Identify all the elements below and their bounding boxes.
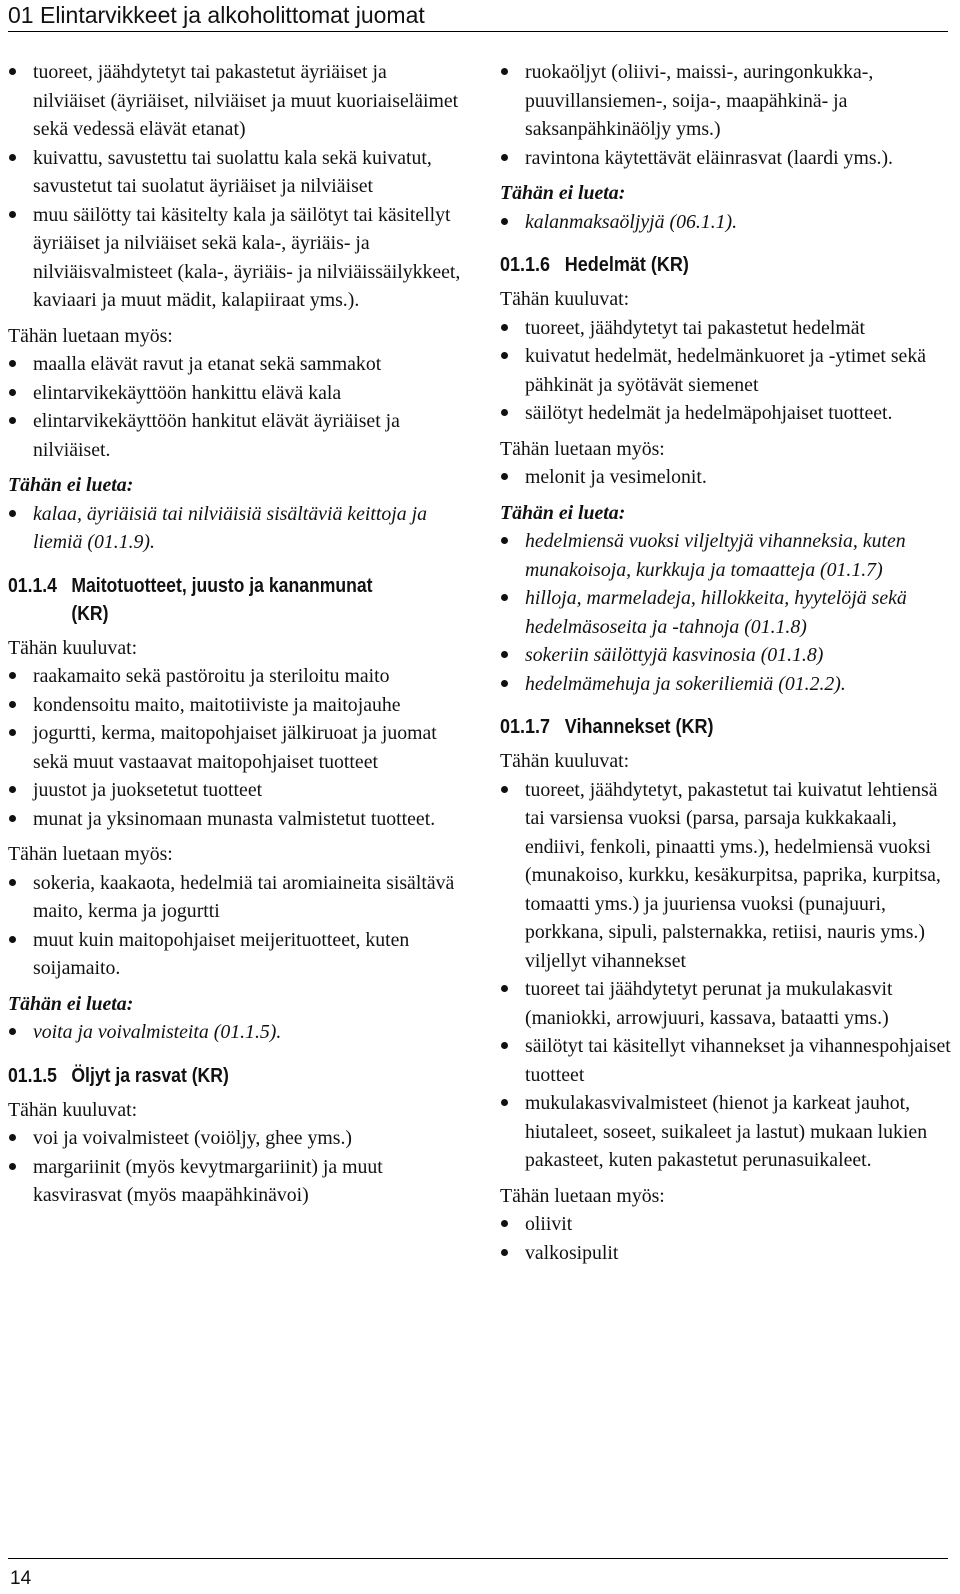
- fruit-not-list: [500, 527, 952, 698]
- section-title: Maitotuotteet, juusto ja kananmunat (KR): [71, 574, 373, 625]
- list-item: raakamaito sekä pastöroitu ja steriloitu maito: [8, 662, 463, 691]
- list-item: margariinit (myös kevytmargariinit) ja muut kasvirasvat (myös maapähkinävoi): [8, 1153, 463, 1210]
- list-item: kalanmaksaöljyjä (06.1.1).: [500, 208, 952, 237]
- list-item: sokeria, kaakaota, hedelmiä tai aromiaineita sisältävä maito, kerma ja jogurtti: [8, 869, 463, 926]
- list-item: kondensoitu maito, maitotiiviste ja maitojauhe: [8, 691, 463, 720]
- section-heading-oils: [8, 1062, 408, 1090]
- left-column: [8, 58, 463, 1210]
- list-item: tuoreet, jäähdytetyt tai pakastetut äyriäiset ja nilviäiset (äyriäiset, nilviäiset ja muut kuoriaiseläimet sekä vedessä elävät etanat): [8, 58, 463, 144]
- fruit-also-label: Tähän luetaan myös:: [500, 437, 665, 460]
- list-item: säilötyt hedelmät ja hedelmäpohjaiset tuotteet.: [500, 399, 952, 428]
- section-number: 01.1.7: [500, 716, 551, 738]
- list-item: mukulakasvivalmisteet (hienot ja karkeat jauhot, hiutaleet, soseet, suikaleet ja lastut) mukaan lukien pakasteet, kuten pakastetut perunasuikaleet.: [500, 1089, 952, 1175]
- list-item: kuivattu, savustettu tai suolattu kala sekä kuivatut, savustetut tai suolatut äyriäiset ja nilviäiset: [8, 144, 463, 201]
- fish-also-list: [8, 350, 463, 464]
- fish-items-list: [8, 58, 463, 315]
- list-item: hilloja, marmeladeja, hillokkeita, hyytelöjä sekä hedelmäsoseita ja -tahnoja (01.1.8): [500, 584, 952, 641]
- dairy-incl-label: Tähän kuuluvat:: [8, 636, 138, 659]
- section-heading-dairy: [8, 572, 408, 628]
- page-number: 14: [10, 1568, 32, 1589]
- section-title: Vihannekset (KR): [564, 716, 714, 738]
- oils-not-label: Tähän ei lueta:: [500, 182, 626, 204]
- dairy-incl-list: [8, 662, 463, 833]
- dairy-not-list: [8, 1018, 463, 1047]
- fruit-incl-label: Tähän kuuluvat:: [500, 288, 630, 310]
- list-item: kuivatut hedelmät, hedelmänkuoret ja -ytimet sekä pähkinät ja syötävät siemenet: [500, 342, 952, 399]
- veg-incl-list: [500, 776, 952, 1175]
- list-item: tuoreet, jäähdytetyt tai pakastetut hedelmät: [500, 314, 952, 343]
- fruit-incl-list: [500, 314, 952, 428]
- list-item: voita ja voivalmisteita (01.1.5).: [8, 1018, 463, 1047]
- dairy-also-label: Tähän luetaan myös:: [8, 843, 173, 865]
- list-item: tuoreet, jäähdytetyt, pakastetut tai kuivatut lehtiensä tai varsiensa vuoksi (parsa, parsaja kukkakaali, endiivi, fenkoli, pinaatti yms.), hedelmiensä vuoksi (munakoiso, kurkku, kesäkurpitsa, paprika, kurpitsa, tomaatti yms.) ja juuriensa vuoksi (punajuuri, porkkana, sipuli, palsternakka, retiisi, nauris yms.) viljellyt vihannekset: [500, 776, 952, 976]
- list-item: voi ja voivalmisteet (voiöljy, ghee yms.): [8, 1124, 463, 1153]
- veg-also-label: Tähän luetaan myös:: [500, 1184, 665, 1207]
- list-item: muu säilötty tai käsitelty kala ja säilötyt tai käsitellyt äyriäiset ja nilviäiset sekä kala-, äyriäis- ja nilviäisvalmisteet (kala-, äyriäis- ja nilviäissäilykkeet, kaviaari ja muut mädit, kalapiiraat yms.).: [8, 201, 463, 315]
- list-item: munat ja yksinomaan munasta valmistetut tuotteet.: [8, 805, 463, 834]
- oils-incl-list: [8, 1124, 463, 1210]
- list-item: sokeriin säilöttyjä kasvinosia (01.1.8): [500, 641, 952, 670]
- dairy-not-label: Tähän ei lueta:: [8, 992, 134, 1015]
- oils-cont-list: [500, 58, 952, 172]
- dairy-also-list: [8, 869, 463, 983]
- list-item: elintarvikekäyttöön hankittu elävä kala: [8, 379, 463, 408]
- fruit-not-label: Tähän ei lueta:: [500, 501, 626, 524]
- right-column: [500, 58, 952, 1267]
- list-item: elintarvikekäyttöön hankitut elävät äyriäiset ja nilviäiset.: [8, 407, 463, 464]
- veg-also-list: [500, 1210, 952, 1267]
- section-heading-vegetables: [500, 713, 907, 741]
- list-item: ravintona käytettävät eläinrasvat (laardi yms.).: [500, 144, 952, 173]
- header-title: 01 Elintarvikkeet ja alkoholittomat juomat: [8, 2, 425, 28]
- list-item: hedelmiensä vuoksi viljeltyjä vihanneksia, kuten munakoisoja, kurkkuja ja tomaatteja (01.1.7): [500, 527, 952, 584]
- veg-incl-label: Tähän kuuluvat:: [500, 750, 630, 772]
- fish-not-list: [8, 500, 463, 557]
- oils-not-list: [500, 208, 952, 237]
- section-title: Hedelmät (KR): [564, 254, 689, 276]
- section-number: 01.1.4: [8, 574, 57, 597]
- list-item: tuoreet tai jäähdytetyt perunat ja mukulakasvit (maniokki, arrowjuuri, kassava, bataatti yms.): [500, 975, 952, 1032]
- list-item: juustot ja juoksetetut tuotteet: [8, 776, 463, 805]
- list-item: ruokaöljyt (oliivi-, maissi-, auringonkukka-, puuvillansiemen-, soija-, maapähkinä- ja saksanpähkinäöljy yms.): [500, 58, 952, 144]
- list-item: hedelmämehuja ja sokeriliemiä (01.2.2).: [500, 670, 952, 699]
- list-item: jogurtti, kerma, maitopohjaiset jälkiruoat ja juomat sekä muut vastaavat maitopohjaiset tuotteet: [8, 719, 463, 776]
- list-item: melonit ja vesimelonit.: [500, 463, 952, 492]
- fish-not-label: Tähän ei lueta:: [8, 474, 134, 496]
- section-heading-fruit: [500, 251, 907, 279]
- list-item: maalla elävät ravut ja etanat sekä sammakot: [8, 350, 463, 379]
- running-header: [8, 0, 948, 32]
- fruit-also-list: [500, 463, 952, 492]
- section-title: Öljyt ja rasvat (KR): [71, 1064, 229, 1087]
- section-number: 01.1.5: [8, 1064, 57, 1087]
- fish-also-label: Tähän luetaan myös:: [8, 324, 173, 347]
- list-item: säilötyt tai käsitellyt vihannekset ja vihannespohjaiset tuotteet: [500, 1032, 952, 1089]
- list-item: muut kuin maitopohjaiset meijerituotteet, kuten soijamaito.: [8, 926, 463, 983]
- oils-incl-label: Tähän kuuluvat:: [8, 1098, 138, 1121]
- list-item: oliivit: [500, 1210, 952, 1239]
- list-item: valkosipulit: [500, 1239, 952, 1268]
- page-footer: [8, 1558, 948, 1589]
- section-number: 01.1.6: [500, 254, 551, 276]
- list-item: kalaa, äyriäisiä tai nilviäisiä sisältäviä keittoja ja liemiä (01.1.9).: [8, 500, 463, 557]
